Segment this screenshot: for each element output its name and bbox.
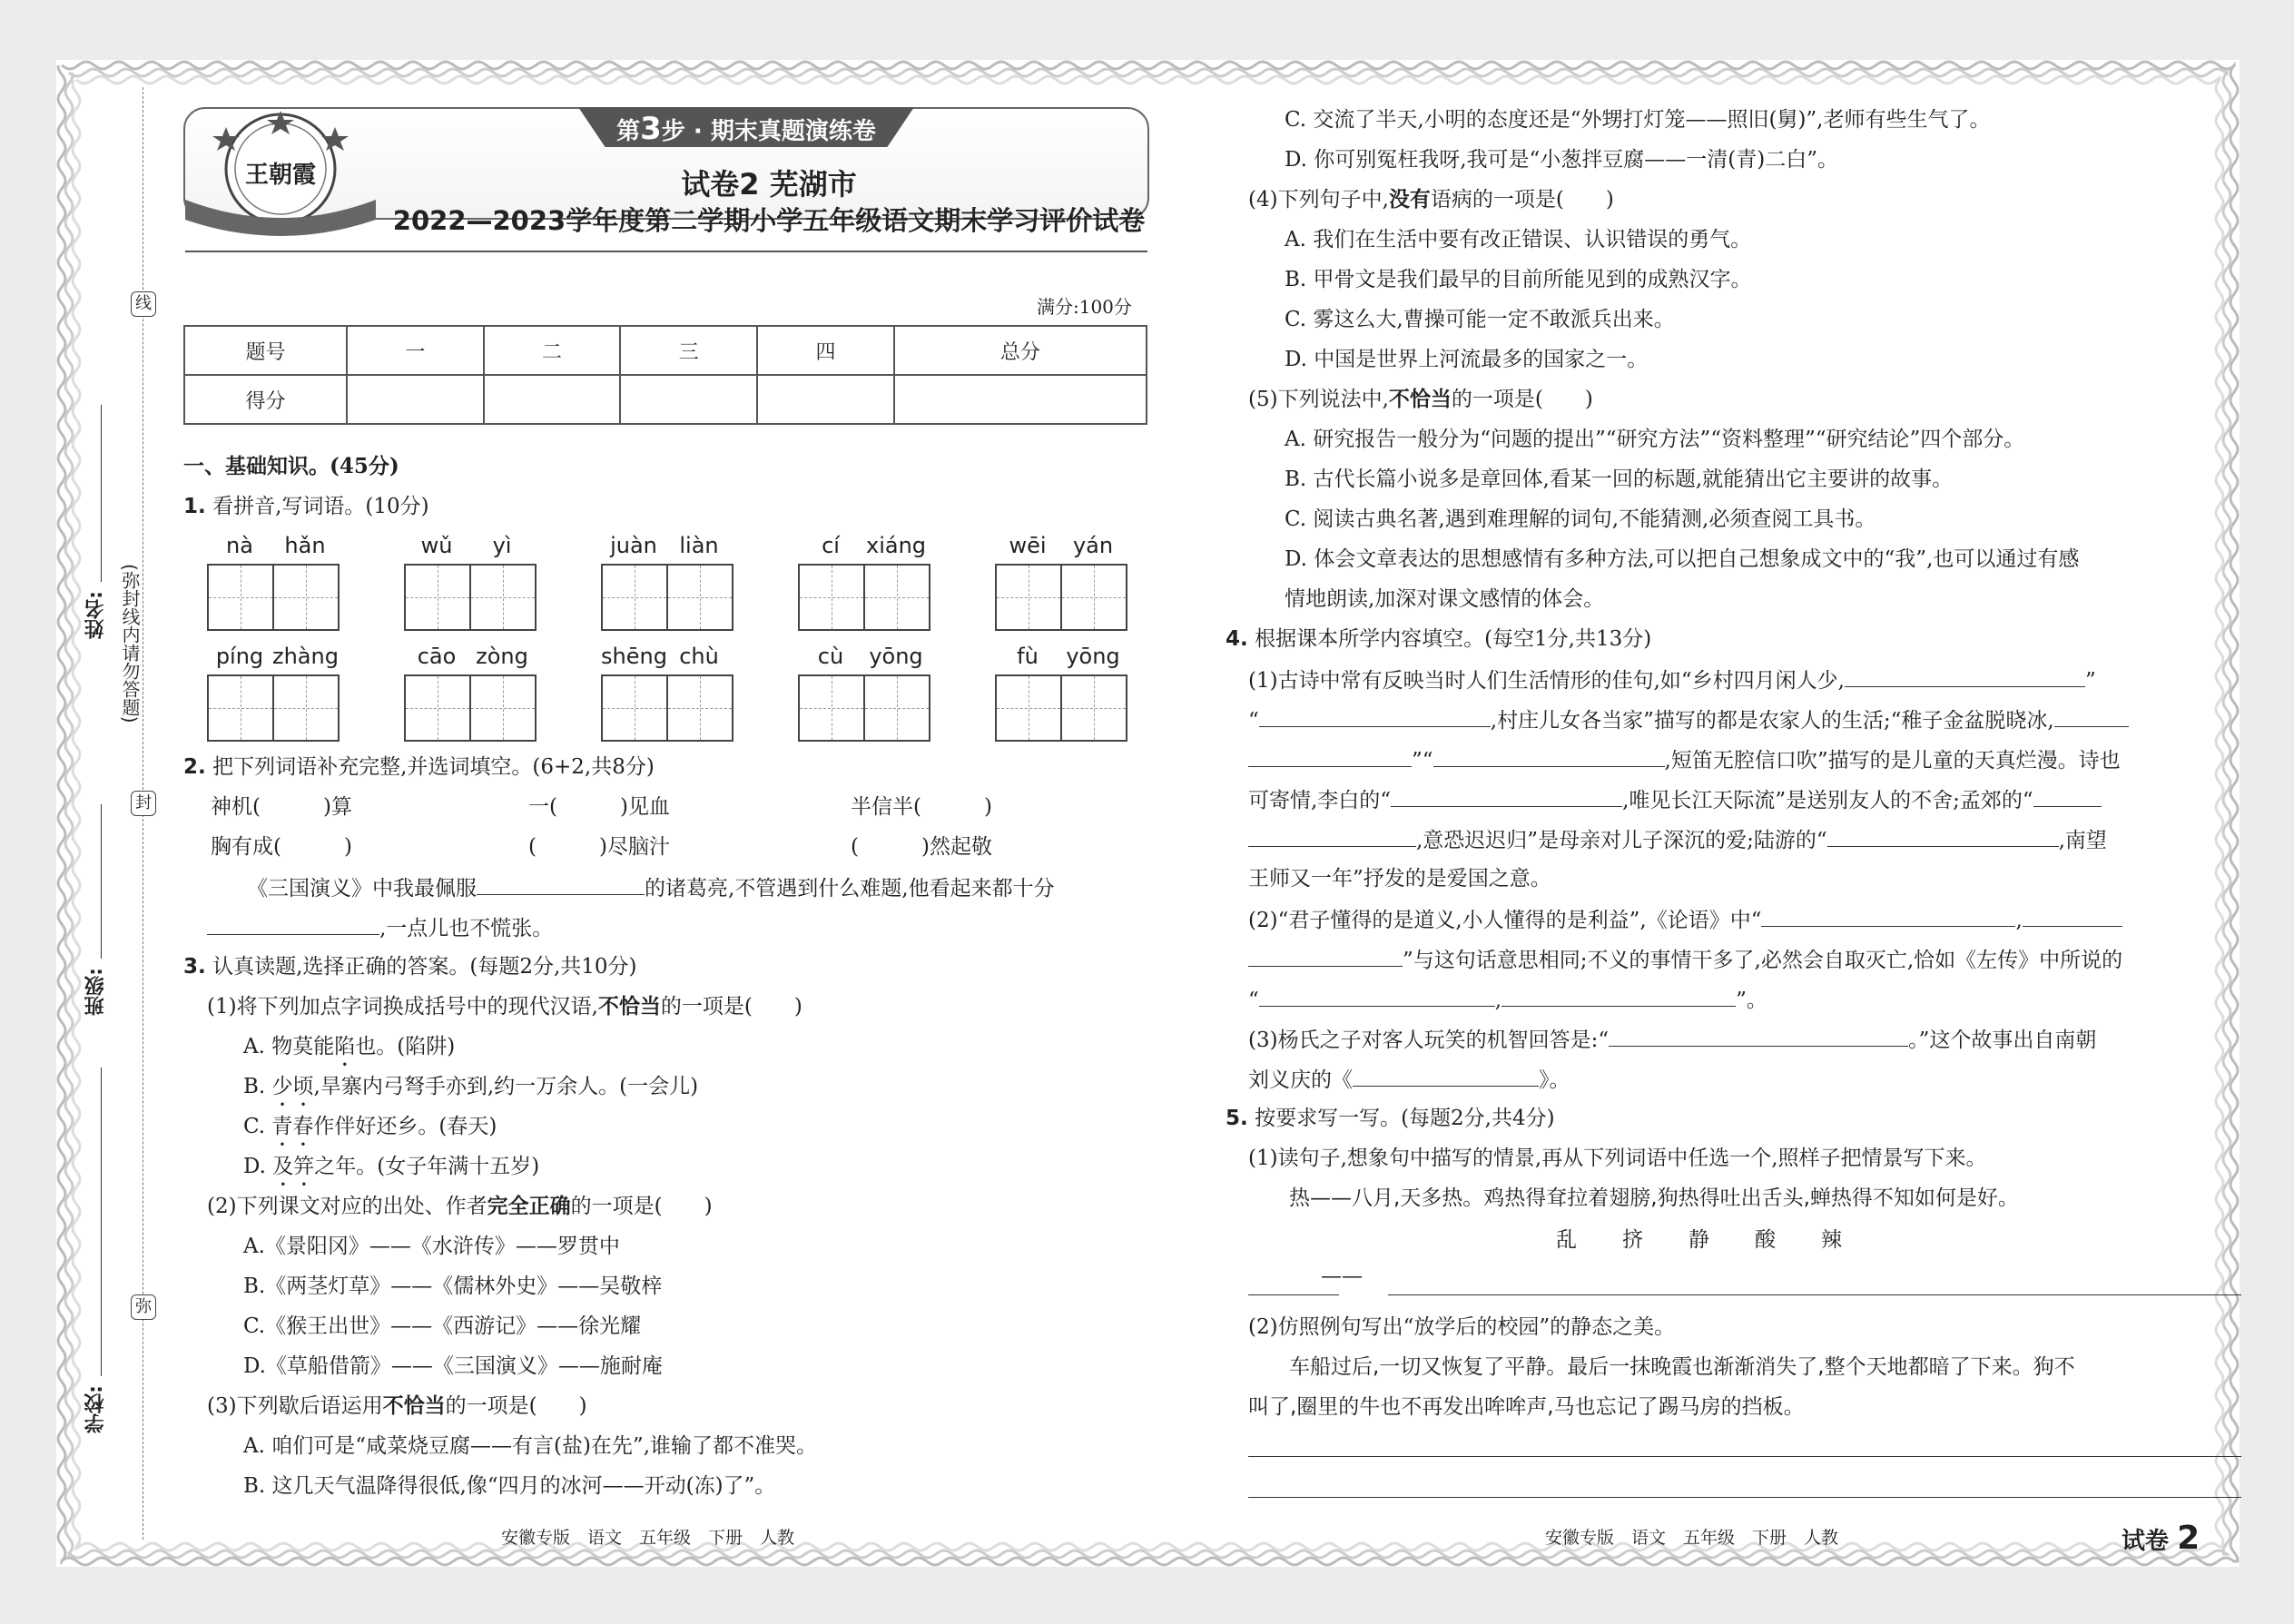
writing-box[interactable] [798,564,865,631]
q3-5-option-b[interactable]: B. 古代长篇小说多是章回体,看某一回的标题,就能猜出它主要讲的故事。 [1285,468,1954,491]
answer-line[interactable] [1248,1294,1339,1295]
answer-blank[interactable] [1353,1066,1539,1087]
score-table-header: 一 [347,326,484,375]
answer-line[interactable] [1248,1456,2241,1457]
q3-4-option-c[interactable]: C. 雾这么大,曹操可能一定不敢派兵出来。 [1285,308,1675,331]
q2-fill-sentence-2: ,一点儿也不慌张。 [207,914,553,941]
q3-1-option-c[interactable]: C. 青春作伴好还乡。(春天) [243,1115,497,1138]
q2-word: 神机( )算 [211,795,352,819]
answer-blank[interactable] [1609,1026,1908,1047]
word-option[interactable]: 酸 [1755,1228,1776,1252]
score-cell[interactable] [484,375,621,424]
answer-blank[interactable] [1761,906,2015,927]
class-field[interactable] [101,804,102,959]
school-field[interactable] [101,1068,102,1376]
answer-blank[interactable] [1259,986,1495,1007]
q3-4-option-d[interactable]: D. 中国是世界上河流最多的国家之一。 [1285,348,1649,371]
pinyin-word: juàn liàn [601,533,732,633]
q5-1-words [1556,1227,1842,1253]
q3-1-option-a[interactable]: A. 物莫能陷也。(陷阱) [243,1035,456,1058]
name-label: 姓名: [84,591,107,639]
score-cell[interactable] [347,375,484,424]
score-table-header: 题号 [184,326,347,375]
writing-box[interactable] [272,564,340,631]
answer-blank[interactable] [1259,706,1491,727]
wavy-border [56,60,2240,1567]
pinyin-word: cāo zòng [404,644,535,743]
writing-box[interactable] [995,564,1062,631]
writing-box[interactable] [207,564,274,631]
writing-box[interactable] [601,674,668,742]
q4-1-line6: 王师又一年”抒发的是爱国之意。 [1248,867,1551,891]
writing-box[interactable] [272,674,340,742]
q3-1-stem: (1)将下列加点字词换成括号中的现代汉语,不恰当的一项是( ) [207,994,802,1019]
q3-4-option-a[interactable]: A. 我们在生活中要有改正错误、认识错误的勇气。 [1285,228,1752,251]
logo-text: 王朝霞 [244,162,316,189]
writing-box[interactable] [404,564,471,631]
section-1-title: 一、基础知识。(45分) [183,454,399,478]
q2-word: 半信半( ) [851,795,992,819]
pinyin-word: cí xiáng [798,533,929,633]
exam-title: 试卷2 芜湖市 [681,167,857,202]
q5-2-example-line2: 叫了,圈里的牛也不再发出哞哞声,马也忘记了踢马房的挡板。 [1248,1395,1805,1419]
writing-box[interactable] [601,564,668,631]
writing-box[interactable] [798,674,865,742]
q4-title: 4. 根据课本所学内容填空。(每空1分,共13分) [1226,627,1652,651]
score-table [183,325,1147,425]
score-table-header-row [184,326,1147,375]
q2-word: 一( )见血 [528,795,670,819]
q4-2-line3: “ , ”。 [1248,986,1767,1013]
exam-page [56,60,2240,1567]
q1-title: 1. 看拼音,写词语。(10分) [183,495,429,518]
q3-3-stem: (3)下列歇后语运用不恰当的一项是( ) [207,1393,587,1418]
score-cell[interactable] [757,375,894,424]
answer-blank[interactable] [2023,906,2122,927]
seal-mark-feng: 封 [131,791,156,816]
writing-box[interactable] [469,674,537,742]
pinyin-word: nà hǎn [207,533,338,633]
score-table-header: 四 [757,326,894,375]
q4-2-line1: (2)“君子懂得的是道义,小人懂得的是利益”,《论语》中“ , [1248,906,2122,933]
wavy-border-line [58,62,2238,1565]
left-footer: 安徽专版 语文 五年级 下册 人教 [501,1528,795,1548]
pinyin-word: wēi yán [995,533,1126,633]
answer-blank[interactable] [2054,706,2129,727]
answer-blank[interactable] [477,874,645,895]
q3-2-option-d[interactable]: D.《草船借箭》——《三国演义》——施耐庵 [243,1354,663,1378]
pinyin-word: wǔ yì [404,533,535,633]
q3-3-option-c[interactable]: C. 交流了半天,小明的态度还是“外甥打灯笼——照旧(舅)”,老师有些生气了。 [1285,108,1991,132]
seal-mark-xian: 线 [131,291,156,317]
q5-2-example-line1: 车船过后,一切又恢复了平静。最后一抹晚霞也渐渐消失了,整个天地都暗了下来。狗不 [1289,1355,2075,1379]
q5-1-dash: —— [1321,1265,1363,1288]
writing-box[interactable] [863,674,930,742]
q2-title: 2. 把下列词语补充完整,并选词填空。(6+2,共8分) [183,755,655,779]
answer-blank[interactable] [1501,986,1736,1007]
full-score: 满分:100分 [1037,296,1132,318]
q4-2-line2: ”与这句话意思相同;不义的事情干多了,必然会自取灭亡,恰如《左传》中所说的 [1248,946,2122,973]
q5-1-example: 热——八月,天多热。鸡热得耷拉着翅膀,狗热得吐出舌头,蝉热得不知如何是好。 [1289,1186,2019,1210]
q2-word: ( )然起敬 [851,835,992,859]
q3-1-option-b[interactable]: B. 少顷,旱寨内弓弩手亦到,约一万余人。(一会儿) [243,1075,699,1098]
header-rule [185,251,1147,252]
score-table-header: 总分 [894,326,1147,375]
q2-word: 胸有成( ) [211,835,352,859]
writing-box[interactable] [995,674,1062,742]
class-label: 班级: [84,968,107,1016]
q3-5-option-c[interactable]: C. 阅读古典名著,遇到难理解的词句,不能猜测,必须查阅工具书。 [1285,507,1876,531]
score-table-score-row [184,375,1147,424]
q5-2-stem: (2)仿照例句写出“放学后的校园”的静态之美。 [1248,1315,1676,1339]
q3-3-option-d[interactable]: D. 你可别冤枉我呀,我可是“小葱拌豆腐——一清(青)二白”。 [1285,148,1839,172]
score-cell[interactable] [620,375,757,424]
page-label: 试卷 2 [2122,1520,2200,1557]
step-label: 第3步 · 期末真题演练卷 [616,111,876,147]
logo [185,109,376,236]
q3-title: 3. 认真读题,选择正确的答案。(每题2分,共10分) [183,955,637,979]
q3-2-option-b[interactable]: B.《两茎灯草》——《儒林外史》——吴敬梓 [243,1275,663,1298]
word-option[interactable]: 挤 [1622,1228,1643,1252]
writing-box[interactable] [207,674,274,742]
writing-box[interactable] [404,674,471,742]
q3-1-option-d[interactable]: D. 及笄之年。(女子年满十五岁) [243,1155,540,1178]
q3-5-stem: (5)下列说法中,不恰当的一项是( ) [1248,387,1593,411]
exam-subtitle: 2022—2023学年度第二学期小学五年级语文期末学习评价试卷 [392,205,1146,236]
q3-4-option-b[interactable]: B. 甲骨文是我们最早的目前所能见到的成熟汉字。 [1285,268,1752,291]
writing-box[interactable] [1060,674,1127,742]
answer-blank[interactable] [1248,946,1403,967]
word-option[interactable]: 乱 [1556,1228,1577,1252]
name-field[interactable] [101,405,102,582]
q5-1-stem: (1)读句子,想象句中描写的情景,再从下列词语中任选一个,照样子把情景写下来。 [1248,1147,1987,1170]
q3-2-option-c[interactable]: C.《猴王出世》——《西游记》——徐光耀 [243,1314,642,1338]
answer-blank[interactable] [1433,746,1665,767]
pinyin-word: cù yōng [798,644,929,743]
q3-3-option-b[interactable]: B. 这几天气温降得很低,像“四月的冰河——开动(冻)了”。 [243,1474,776,1498]
seal-mark-mi: 弥 [131,1294,156,1320]
q4-1-line5: ,意恐迟迟归”是母亲对儿子深沉的爱;陆游的“ ,南望 [1248,826,2107,853]
q3-5-option-d-cont: 情地朗读,加深对课文感情的体会。 [1285,587,1605,611]
writing-box[interactable] [666,674,733,742]
word-option[interactable]: 辣 [1821,1228,1842,1252]
answer-blank[interactable] [207,914,379,935]
score-cell[interactable] [894,375,1147,424]
right-footer: 安徽专版 语文 五年级 下册 人教 [1545,1528,1839,1548]
q4-1-line3: ”“ ,短笛无腔信口吹”描写的是儿童的天真烂漫。诗也 [1248,746,2121,773]
writing-box[interactable] [666,564,733,631]
answer-blank[interactable] [1391,786,1622,807]
score-table-header: 三 [620,326,757,375]
score-table-header: 二 [484,326,621,375]
q3-5-option-d[interactable]: D. 体会文章表达的思想感情有多种方法,可以把自己想象成文中的“我”,也可以通过有感 [1285,547,2080,571]
answer-line[interactable] [1388,1294,2241,1295]
q4-3-line1: (3)杨氏之子对客人玩笑的机智回答是:“ 。”这个故事出自南朝 [1248,1026,2096,1053]
q5-title: 5. 按要求写一写。(每题2分,共4分) [1226,1107,1555,1130]
word-option[interactable]: 静 [1689,1228,1709,1252]
answer-blank[interactable] [2033,786,2102,807]
score-row-label: 得分 [184,375,347,424]
school-label: 学校: [84,1385,107,1433]
answer-blank[interactable] [1248,746,1412,767]
q4-1-line1: (1)古诗中常有反映当时人们生活情形的佳句,如“乡村四月闲人少, ” [1248,666,2096,694]
answer-blank[interactable] [1248,826,1416,847]
answer-line[interactable] [1248,1497,2241,1498]
writing-box[interactable] [863,564,930,631]
pinyin-word: fù yōng [995,644,1126,743]
answer-blank[interactable] [1827,826,2059,847]
q3-4-stem: (4)下列句子中,没有语病的一项是( ) [1248,187,1614,212]
q4-3-line2: 刘义庆的《 》。 [1248,1066,1570,1093]
q2-word: ( )尽脑汁 [528,835,670,859]
writing-box[interactable] [1060,564,1127,631]
answer-blank[interactable] [1845,666,2085,687]
pinyin-word: shēng chù [601,644,732,743]
q4-1-line2: “ ,村庄儿女各当家”描写的都是农家人的生活;“稚子金盆脱晓冰, [1248,706,2129,733]
q2-fill-sentence: 《三国演义》中我最佩服 的诸葛亮,不管遇到什么难题,他看起来都十分 [247,874,1055,901]
seal-note: (弥封线内请勿答题) [119,564,141,723]
q3-5-option-a[interactable]: A. 研究报告一般分为“问题的提出”“研究方法”“资料整理”“研究结论”四个部分。 [1285,428,2025,451]
q4-1-line4: 可寄情,李白的“ ,唯见长江天际流”是送别友人的不舍;孟郊的“ [1248,786,2102,813]
q3-3-option-a[interactable]: A. 咱们可是“咸菜烧豆腐——有言(盐)在先”,谁输了都不准哭。 [243,1434,818,1458]
writing-box[interactable] [469,564,537,631]
pinyin-word: píng zhàng [207,644,338,743]
q3-2-stem: (2)下列课文对应的出处、作者完全正确的一项是( ) [207,1194,713,1218]
q3-2-option-a[interactable]: A.《景阳冈》——《水浒传》——罗贯中 [243,1235,620,1258]
